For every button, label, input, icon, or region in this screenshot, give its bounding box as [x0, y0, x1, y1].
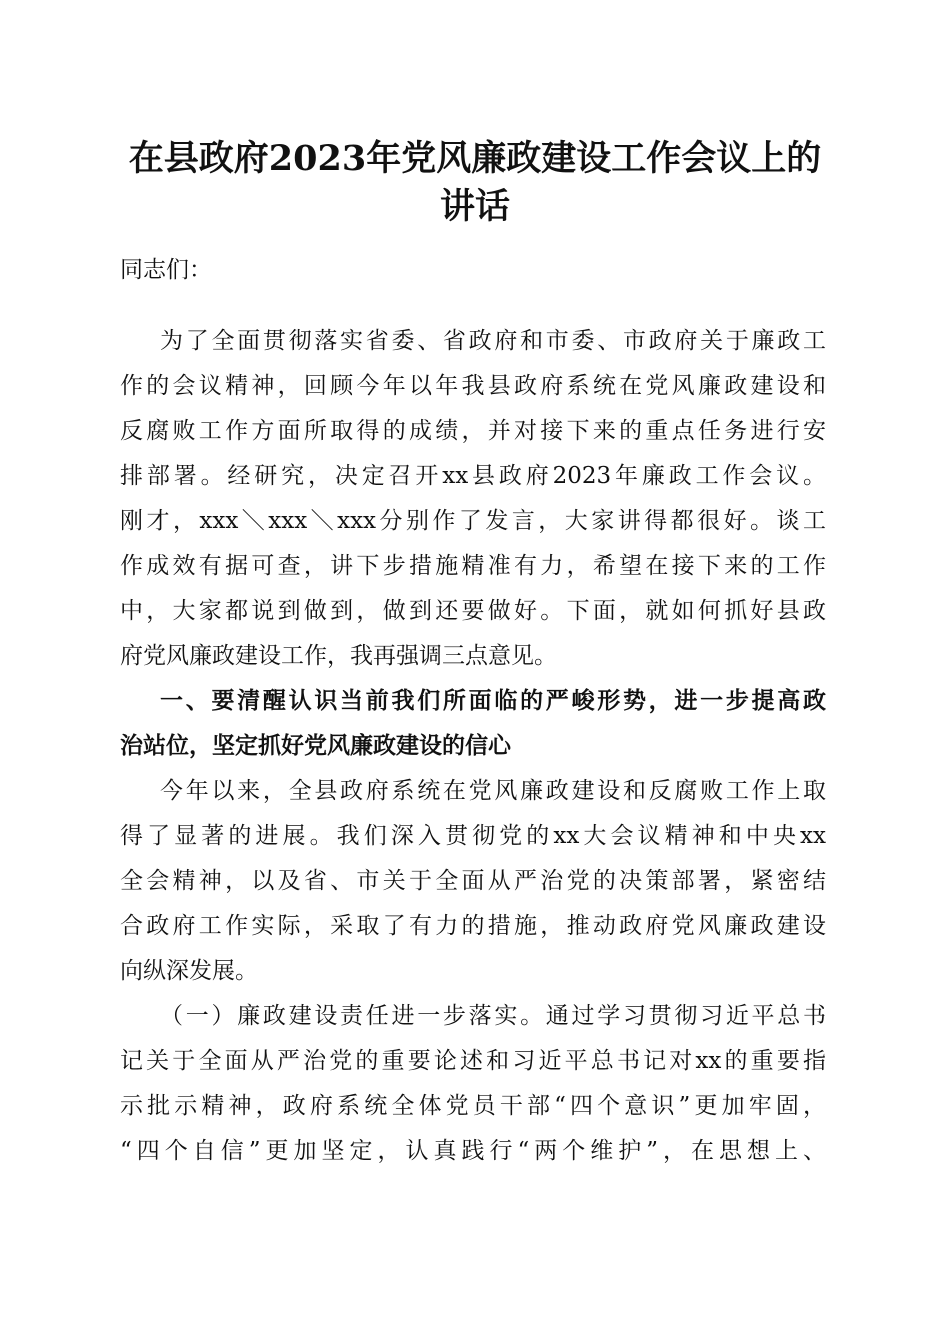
paragraph-line: 中，大家都说到做到，做到还要做好。下面，就如何抓好县政	[120, 598, 826, 624]
paragraph-line: 作的会议精神，回顾今年以年我县政府系统在党风廉政建设和	[120, 373, 826, 399]
paragraph-line: 示批示精神，政府系统全体党员干部“四个意识”更加牢固，	[120, 1093, 826, 1119]
paragraph-line: 得了显著的进展。我们深入贯彻党的xx大会议精神和中央xx	[120, 823, 826, 849]
paragraph-line: “四个自信”更加坚定，认真践行“两个维护”，在思想上、	[120, 1138, 826, 1164]
paragraph-line: （一）廉政建设责任进一步落实。通过学习贯彻习近平总书	[160, 1003, 826, 1029]
paragraph-line: 排部署。经研究，决定召开xx县政府2023年廉政工作会议。	[120, 463, 826, 489]
paragraph-line: 反腐败工作方面所取得的成绩，并对接下来的重点任务进行安	[120, 418, 826, 444]
paragraph-line: 全会精神，以及省、市关于全面从严治党的决策部署，紧密结	[120, 868, 826, 894]
paragraph-line: 记关于全面从严治党的重要论述和习近平总书记对xx的重要指	[120, 1048, 826, 1074]
salutation: 同志们：	[120, 257, 212, 283]
paragraph-line: 府党风廉政建设工作，我再强调三点意见。	[120, 643, 557, 669]
paragraph-line: 刚才，xxx＼xxx＼xxx分别作了发言，大家讲得都很好。谈工	[120, 508, 826, 534]
document-title-line-1: 在县政府2023年党风廉政建设工作会议上的	[128, 138, 822, 179]
paragraph-line: 今年以来，全县政府系统在党风廉政建设和反腐败工作上取	[160, 778, 826, 804]
document-title-line-2: 讲话	[439, 186, 510, 227]
section-heading: 治站位，坚定抓好党风廉政建设的信心	[120, 733, 511, 759]
section-heading: 一、要清醒认识当前我们所面临的严峻形势，进一步提高政	[160, 688, 826, 714]
paragraph-line: 作成效有据可查，讲下步措施精准有力，希望在接下来的工作	[120, 553, 826, 579]
paragraph-line: 向纵深发展。	[120, 958, 258, 984]
paragraph-line: 合政府工作实际，采取了有力的措施，推动政府党风廉政建设	[120, 913, 826, 939]
paragraph-line: 为了全面贯彻落实省委、省政府和市委、市政府关于廉政工	[160, 328, 826, 354]
